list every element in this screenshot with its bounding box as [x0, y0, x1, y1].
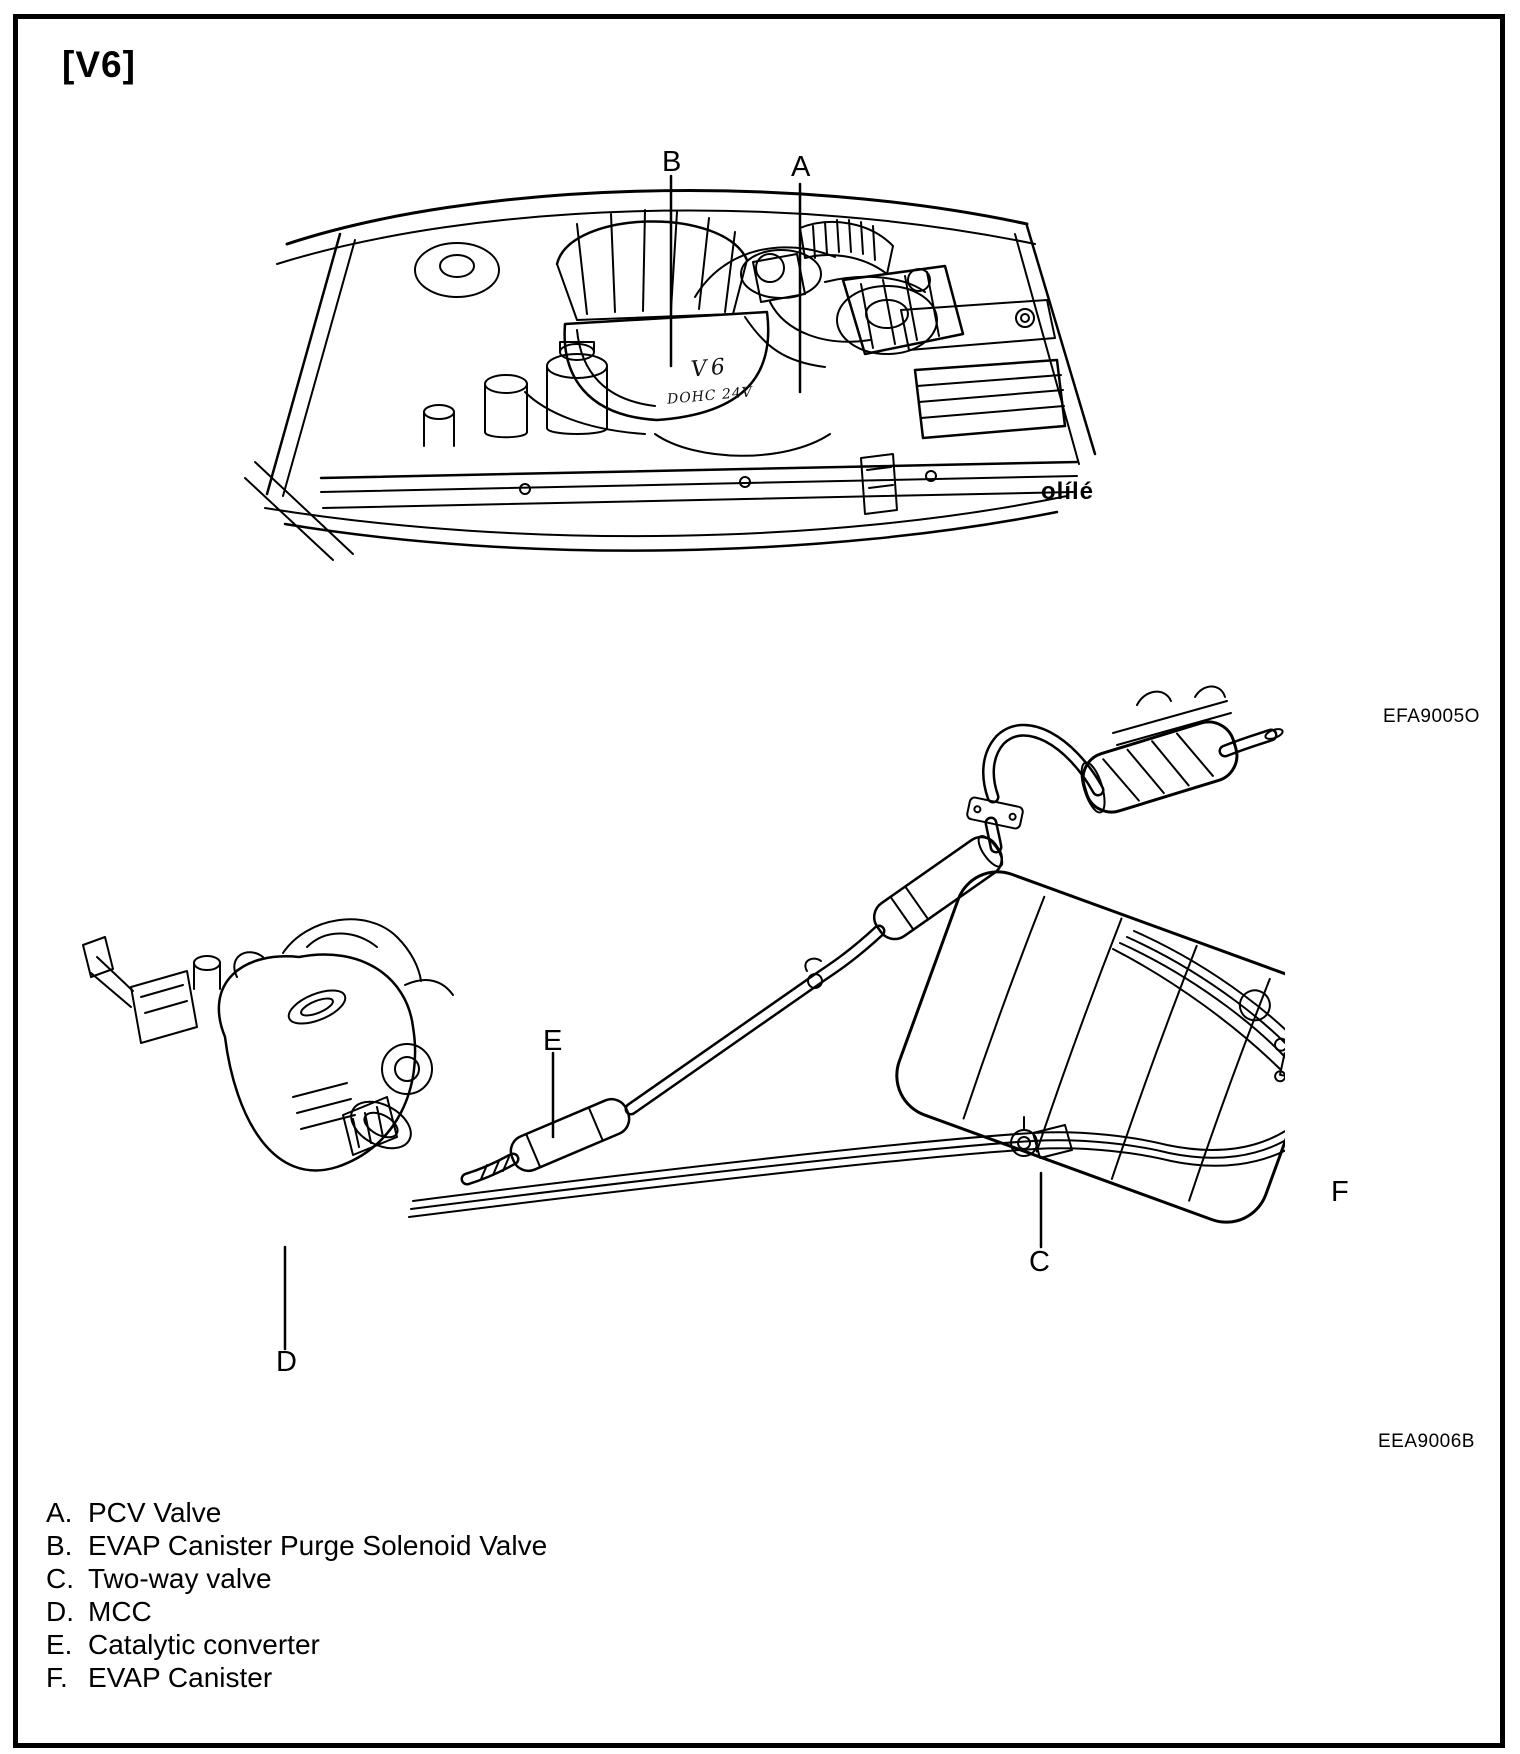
engine-variant-label: [V6]: [62, 44, 136, 85]
rear-muffler: [1076, 716, 1244, 819]
legend-letter: E.: [46, 1629, 73, 1660]
engine-bay-lineart: [245, 176, 1095, 560]
figure-code-underbody: EEA9006B: [1378, 1431, 1475, 1452]
legend-label: MCC: [88, 1596, 152, 1627]
legend-letter: B.: [46, 1530, 73, 1561]
scan-artifact-text: olílé: [1041, 478, 1095, 505]
fuel-tank: [885, 860, 1285, 1234]
engine-transaxle-mcc: [83, 919, 453, 1170]
engine-bay-drawing: [225, 162, 1105, 572]
callout-c: C: [1029, 1246, 1050, 1278]
legend-label: EVAP Canister Purge Solenoid Valve: [88, 1530, 548, 1561]
legend-label: Two-way valve: [88, 1563, 272, 1594]
legend-item-e: [46, 1628, 547, 1661]
legend-item-b: [46, 1529, 547, 1562]
legend-item-c: [46, 1562, 547, 1595]
exhaust-flange: [966, 797, 1023, 830]
callout-b: B: [662, 146, 682, 178]
legend-letter: D.: [46, 1596, 74, 1627]
underbody-drawing: [75, 645, 1285, 1405]
callout-a: A: [791, 151, 811, 183]
fuel-vapor-lines: [409, 931, 1285, 1217]
legend-item-d: [46, 1595, 547, 1628]
legend-item-a: [46, 1496, 547, 1529]
underbody-lineart: [83, 687, 1285, 1350]
evap-canister: [1276, 1034, 1285, 1116]
figure-code-engine-bay: EFA9005O: [1383, 706, 1480, 727]
center-resonator: [868, 830, 1009, 945]
legend-letter: A.: [46, 1497, 73, 1528]
legend-label: EVAP Canister: [88, 1662, 273, 1693]
legend-letter: F.: [46, 1662, 68, 1693]
legend-item-f: [46, 1661, 547, 1694]
callout-e: E: [543, 1025, 563, 1057]
legend-letter: C.: [46, 1563, 74, 1594]
callout-d: D: [276, 1346, 297, 1378]
component-legend: [46, 1496, 547, 1694]
legend-label: PCV Valve: [88, 1497, 222, 1528]
catalytic-converter: [506, 1094, 634, 1176]
callout-f: F: [1331, 1176, 1349, 1208]
legend-label: Catalytic converter: [88, 1629, 320, 1660]
engine-cover-text-v6: V6: [690, 354, 730, 383]
engine-cover-text-dohc: DOHC 24V: [666, 384, 754, 408]
